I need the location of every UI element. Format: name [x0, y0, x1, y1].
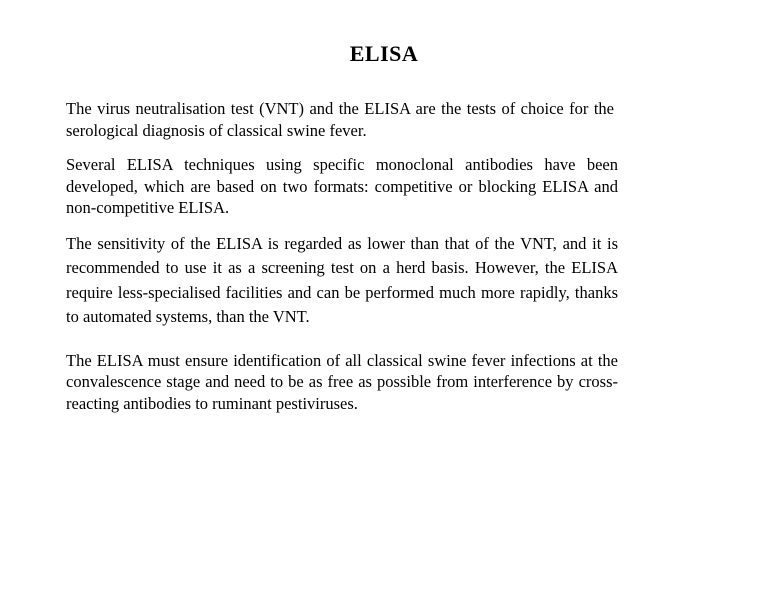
- page-title: ELISA: [349, 40, 419, 66]
- paragraph-1: The virus neutralisation test (VNT) and the ELISA are the tests of choice for the serological diagnosis of classical swine fever.: [66, 99, 614, 140]
- document-body: [66, 98, 618, 414]
- paragraph-2: Several ELISA techniques using specific monoclonal antibodies have been developed, which are based on two formats: competitive or blocking ELISA and non-competitive ELISA.: [66, 155, 618, 217]
- paragraph-4: The ELISA must ensure identification of all classical swine fever infections at the convalescence stage and need to be as free as possible from interference by cross-reacting antibodies to ruminant pestiviruses.: [66, 350, 618, 413]
- paragraph-3: The sensitivity of the ELISA is regarded as lower than that of the VNT, and it is recommended to use it as a screening test on a herd basis. However, the ELISA require less-specialised facilities and can be performed much more rapidly, thanks to automated systems, than the VNT.: [66, 233, 618, 326]
